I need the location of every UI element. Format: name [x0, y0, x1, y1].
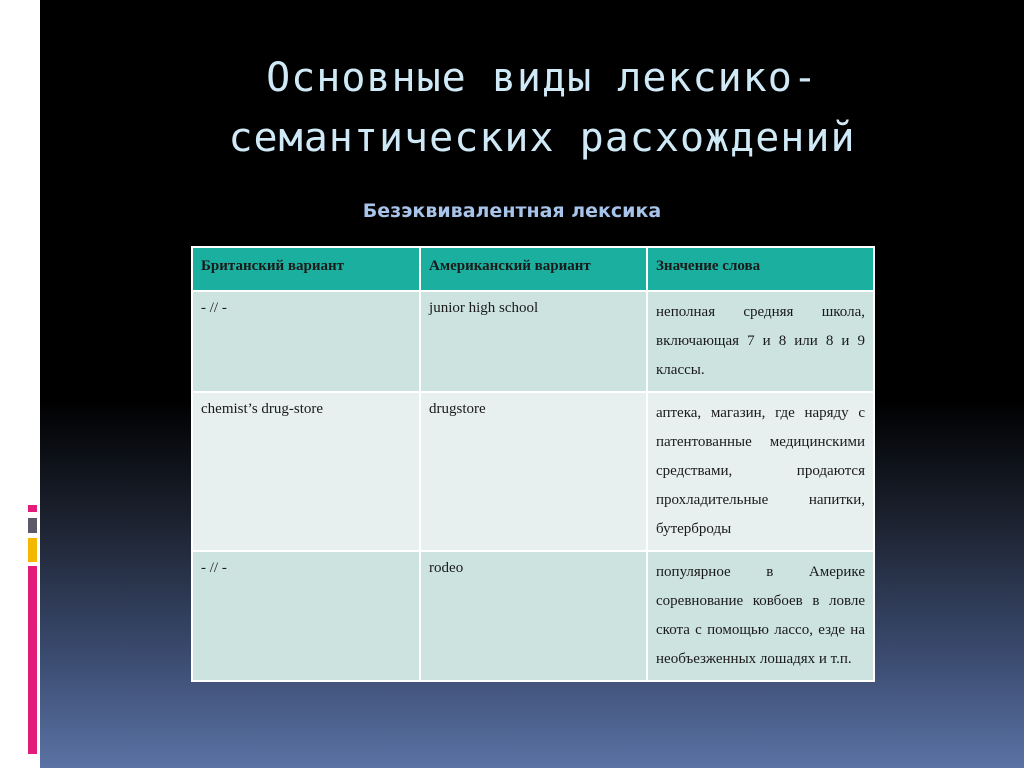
header-british: Британский вариант — [192, 247, 420, 291]
deco-bar-yellow — [28, 538, 37, 562]
table-row — [192, 291, 874, 392]
cell-british: - // - — [192, 551, 420, 681]
lexicon-table — [191, 246, 875, 682]
cell-american: rodeo — [420, 551, 647, 681]
decorative-color-bars — [0, 0, 40, 768]
cell-meaning: неполная средняя школа, включающая 7 и 8 или 8 и 9 классы. — [647, 291, 874, 392]
title-line-2: семантических расхождений — [228, 115, 856, 161]
slide-title — [60, 48, 1024, 168]
header-meaning: Значение слова — [647, 247, 874, 291]
cell-american: drugstore — [420, 392, 647, 551]
cell-british: chemist’s drug-store — [192, 392, 420, 551]
deco-bar-pink-top — [28, 505, 37, 512]
deco-bar-pink-long — [28, 566, 37, 754]
deco-bar-gray — [28, 518, 37, 533]
table-row — [192, 392, 874, 551]
cell-meaning: аптека, магазин, где наряду с патентованные медицинскими средствами, продаются прохладительные напитки, бутерброды — [647, 392, 874, 551]
slide-subtitle: Безэквивалентная лексика — [362, 200, 662, 222]
cell-american: junior high school — [420, 291, 647, 392]
header-american: Американский вариант — [420, 247, 647, 291]
title-line-1: Основные виды лексико- — [266, 55, 818, 101]
cell-british: - // - — [192, 291, 420, 392]
cell-meaning: популярное в Америке соревнование ковбоев в ловле скота с помощью лассо, езде на необъезженных лошадях и т.п. — [647, 551, 874, 681]
table-row — [192, 551, 874, 681]
table-header-row — [192, 247, 874, 291]
